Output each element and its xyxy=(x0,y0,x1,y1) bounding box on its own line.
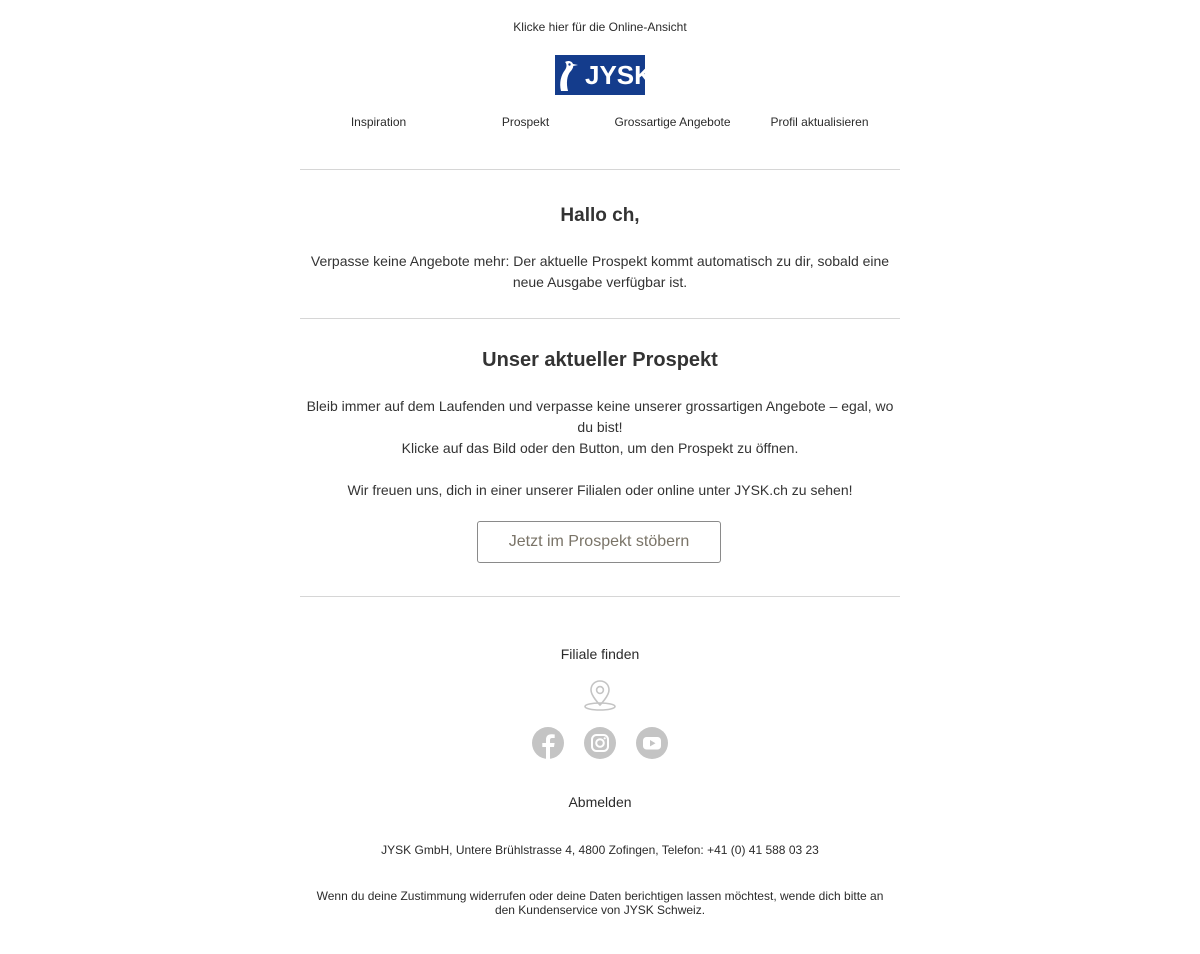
prospekt-text-line-3: Klicke auf das Bild oder den Button, um den Prospekt zu öffnen. xyxy=(401,440,799,456)
logo-text: JYSK xyxy=(585,60,653,90)
jysk-logo[interactable] xyxy=(555,55,653,95)
nav-angebote[interactable]: Grossartige Angebote xyxy=(614,115,731,129)
divider xyxy=(300,318,900,319)
top-nav xyxy=(305,115,895,129)
location-pin-icon[interactable] xyxy=(583,678,617,717)
online-view-link[interactable]: Klicke hier für die Online-Ansicht xyxy=(513,20,687,34)
prospekt-text-line-2: du bist! xyxy=(577,419,623,435)
nav-inspiration[interactable]: Inspiration xyxy=(350,115,407,129)
prospekt-title: Unser aktueller Prospekt xyxy=(482,349,718,371)
unsubscribe-link[interactable]: Abmelden xyxy=(568,794,632,810)
youtube-icon[interactable] xyxy=(635,726,669,760)
greeting-title: Hallo ch, xyxy=(560,205,640,226)
greeting-line-2: neue Ausgabe verfügbar ist. xyxy=(512,274,688,290)
divider xyxy=(300,596,900,597)
consent-notice xyxy=(310,889,890,917)
company-address: JYSK GmbH, Untere Brühlstrasse 4, 4800 Zofingen, Telefon: +41 (0) 41 588 03 23 xyxy=(381,843,819,857)
consent-line-1: Wenn du deine Zustimmung widerrufen oder deine Daten berichtigen lassen möchtest, wende dich bitte an xyxy=(316,889,884,903)
goose-icon xyxy=(555,55,585,95)
consent-line-2: den Kundenservice von JYSK Schweiz. xyxy=(494,903,706,917)
prospekt-cta-button[interactable]: Jetzt im Prospekt stöbern xyxy=(477,521,721,563)
find-store-link[interactable]: Filiale finden xyxy=(560,646,640,662)
divider xyxy=(300,169,900,170)
prospekt-text-visit: Wir freuen uns, dich in einer unserer Filialen oder online unter JYSK.ch zu sehen! xyxy=(347,482,853,498)
greeting-line-1: Verpasse keine Angebote mehr: Der aktuelle Prospekt kommt automatisch zu dir, sobald eine xyxy=(310,253,890,269)
facebook-icon[interactable] xyxy=(531,726,565,760)
instagram-icon[interactable] xyxy=(583,726,617,760)
email-container xyxy=(300,0,900,954)
prospekt-text-line-1: Bleib immer auf dem Laufenden und verpasse keine unserer grossartigen Angebote – egal, wo xyxy=(306,398,894,414)
nav-profil[interactable]: Profil aktualisieren xyxy=(770,115,869,129)
nav-prospekt[interactable]: Prospekt xyxy=(501,115,550,129)
